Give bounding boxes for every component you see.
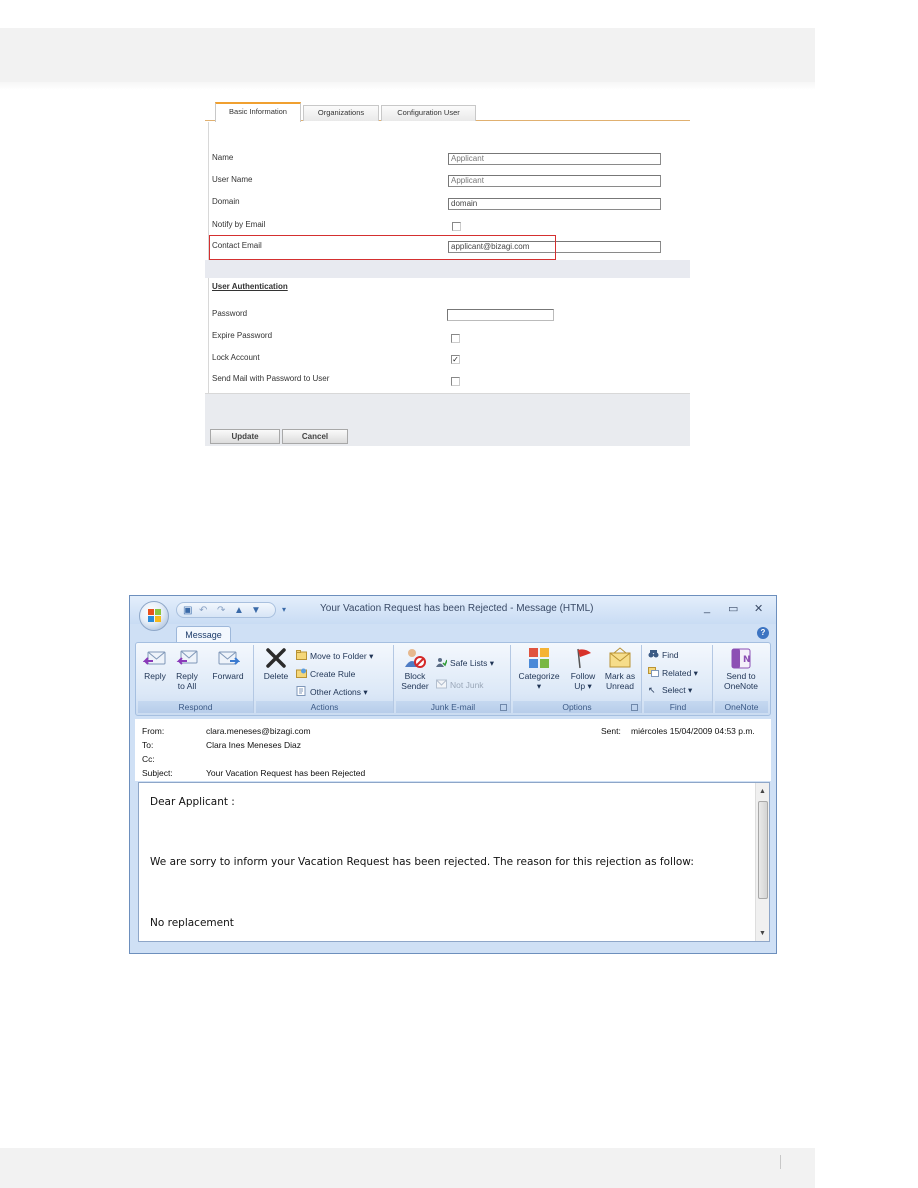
subject-value: Your Vacation Request has been Rejected xyxy=(206,768,366,778)
ribbon xyxy=(135,642,771,716)
actions-group-label: Actions xyxy=(256,701,393,713)
send-mail-checkbox[interactable] xyxy=(451,377,460,386)
scroll-thumb[interactable] xyxy=(758,801,768,899)
notify-by-email-checkbox[interactable] xyxy=(452,222,461,231)
safe-lists-icon xyxy=(436,657,447,667)
reply-all-label-1: Reply xyxy=(176,671,198,681)
reply-all-label-2: to All xyxy=(177,681,197,691)
message-body[interactable] xyxy=(138,782,770,942)
scroll-up-icon[interactable]: ▲ xyxy=(759,788,766,795)
footer-divider xyxy=(780,1155,781,1169)
tab-configuration-user[interactable]: Configuration User xyxy=(381,105,476,121)
body-scrollbar[interactable] xyxy=(755,783,769,941)
from-label: From: xyxy=(142,726,165,736)
block-sender-icon xyxy=(403,647,427,669)
create-rule-button[interactable] xyxy=(296,668,355,679)
reply-all-icon xyxy=(175,647,199,669)
expire-password-label: Expire Password xyxy=(212,331,273,340)
follow-up-label-1: Follow xyxy=(570,671,596,681)
find-group-label: Find xyxy=(644,701,712,713)
tab-basic-information[interactable]: Basic Information xyxy=(215,102,301,122)
page-header-band xyxy=(0,28,815,82)
to-label: To: xyxy=(142,740,154,750)
sent-value: miércoles 15/04/2009 04:53 p.m. xyxy=(631,726,755,736)
block-sender-button[interactable] xyxy=(400,647,430,691)
next-item-icon[interactable]: ▼ xyxy=(251,605,261,616)
forward-icon xyxy=(216,647,240,669)
name-label: Name xyxy=(212,153,234,162)
redo-icon[interactable]: ↷ xyxy=(217,605,226,616)
related-icon xyxy=(648,667,659,677)
lock-account-label: Lock Account xyxy=(212,353,260,362)
delete-label: Delete xyxy=(263,671,289,681)
user-form-screenshot xyxy=(205,100,690,446)
categorize-dropdown-icon: ▾ xyxy=(536,681,542,691)
send-mail-label: Send Mail with Password to User xyxy=(212,374,330,383)
respond-group-label: Respond xyxy=(138,701,253,713)
reply-button[interactable] xyxy=(142,647,168,681)
move-to-folder-button[interactable]: Move to Folder ▾ xyxy=(296,650,373,661)
forward-label: Forward xyxy=(212,671,244,681)
password-field[interactable] xyxy=(447,309,554,321)
contact-email-highlight-box xyxy=(209,235,556,260)
mark-as-unread-icon xyxy=(608,647,632,669)
previous-item-icon[interactable]: ▲ xyxy=(234,605,244,616)
find-binoculars-icon xyxy=(648,649,659,659)
not-junk-icon xyxy=(436,679,447,689)
onenote-icon xyxy=(729,647,753,669)
minimize-button[interactable]: _ xyxy=(704,602,711,614)
block-sender-label-1: Block xyxy=(404,671,426,681)
ribbon-tab-row xyxy=(130,624,776,643)
password-label: Password xyxy=(212,309,248,318)
to-value[interactable]: Clara Ines Meneses Diaz xyxy=(206,740,301,750)
create-rule-icon xyxy=(296,668,307,678)
other-actions-button[interactable]: Other Actions ▾ xyxy=(296,686,368,697)
follow-up-label-2: Up xyxy=(574,681,586,691)
form-footer xyxy=(205,393,690,446)
form-tab-strip xyxy=(205,100,690,121)
junk-dialog-launcher-icon[interactable] xyxy=(500,704,507,711)
body-reason: No replacement xyxy=(150,917,234,929)
junk-email-group-label: Junk E-mail xyxy=(396,701,510,713)
user-name-field[interactable]: Applicant xyxy=(448,175,661,187)
categorize-icon xyxy=(527,647,551,669)
name-field[interactable]: Applicant xyxy=(448,153,661,165)
section-separator xyxy=(205,260,690,278)
not-junk-button[interactable] xyxy=(436,679,484,690)
reply-label: Reply xyxy=(144,671,166,681)
follow-up-button[interactable]: Follow Up ▾ xyxy=(566,647,600,691)
other-actions-icon xyxy=(296,686,307,696)
find-button[interactable] xyxy=(648,649,679,660)
cc-label: Cc: xyxy=(142,754,155,764)
junk-email-group xyxy=(396,645,511,713)
reply-all-button[interactable] xyxy=(172,647,202,691)
categorize-label: Categorize xyxy=(518,671,560,681)
undo-icon[interactable]: ↶ xyxy=(199,605,208,616)
options-dialog-launcher-icon[interactable] xyxy=(631,704,638,711)
body-greeting: Dear Applicant : xyxy=(150,796,235,808)
window-title: Your Vacation Request has been Rejected - Message (HTML) xyxy=(320,603,594,614)
block-sender-label-2: Sender xyxy=(401,681,429,691)
send-to-onenote-label-1: Send to xyxy=(726,671,756,681)
safe-lists-button[interactable]: Safe Lists ▾ xyxy=(436,657,494,668)
page-header-shadow xyxy=(0,82,815,90)
related-button[interactable]: Related ▾ xyxy=(648,667,698,678)
close-button[interactable]: ✕ xyxy=(754,603,764,615)
scroll-down-icon[interactable]: ▼ xyxy=(759,930,766,937)
move-to-folder-label: Move to Folder xyxy=(310,651,367,661)
tab-message[interactable]: Message xyxy=(176,626,231,644)
help-icon[interactable]: ? xyxy=(757,627,769,639)
from-value[interactable]: clara.meneses@bizagi.com xyxy=(206,726,311,736)
other-actions-label: Other Actions xyxy=(310,687,362,697)
cancel-button[interactable]: Cancel xyxy=(282,429,348,444)
office-logo-icon xyxy=(148,609,162,623)
onenote-group-label: OneNote xyxy=(715,701,768,713)
notify-by-email-label: Notify by Email xyxy=(212,220,266,229)
not-junk-label: Not Junk xyxy=(450,680,484,690)
mark-as-unread-label-2: Unread xyxy=(606,681,634,691)
contact-email-label: Contact Email xyxy=(212,241,262,250)
quick-access-toolbar xyxy=(176,602,276,618)
svg-text:N: N xyxy=(743,655,751,665)
page-footer-band xyxy=(0,1148,815,1188)
select-button[interactable]: ↖ Select ▾ xyxy=(648,685,693,695)
select-label: Select xyxy=(662,685,686,695)
delete-button[interactable] xyxy=(261,647,291,681)
expire-password-checkbox[interactable] xyxy=(451,334,460,343)
body-rejection-text: We are sorry to inform your Vacation Request has been rejected. The reason for this rejection as follow: xyxy=(150,856,694,868)
send-to-onenote-label-2: OneNote xyxy=(723,681,759,691)
domain-field[interactable]: domain xyxy=(448,198,661,210)
user-name-label: User Name xyxy=(212,175,253,184)
mark-as-unread-label-1: Mark as xyxy=(604,671,636,681)
find-group xyxy=(644,645,713,713)
related-label: Related xyxy=(662,668,692,678)
forward-button[interactable] xyxy=(208,647,248,681)
respond-group xyxy=(138,645,254,713)
message-header xyxy=(135,719,771,781)
find-label: Find xyxy=(662,650,679,660)
create-rule-label: Create Rule xyxy=(310,669,356,679)
lock-account-checkbox[interactable]: ✓ xyxy=(452,355,459,364)
select-cursor-icon: ↖ xyxy=(648,685,656,695)
reply-icon xyxy=(143,647,167,669)
safe-lists-label: Safe Lists xyxy=(450,658,488,668)
title-bar xyxy=(130,596,776,624)
update-button[interactable]: Update xyxy=(210,429,280,444)
domain-label: Domain xyxy=(212,197,240,206)
onenote-group xyxy=(715,645,768,713)
subject-label: Subject: xyxy=(142,768,173,778)
mark-as-unread-button[interactable] xyxy=(601,647,639,691)
customize-qat-icon[interactable]: ▾ xyxy=(282,605,287,614)
sent-label: Sent: xyxy=(601,726,621,736)
outlook-message-window xyxy=(129,595,777,954)
actions-group xyxy=(256,645,394,713)
categorize-button[interactable] xyxy=(515,647,563,691)
delete-icon xyxy=(264,647,288,669)
tab-organizations[interactable]: Organizations xyxy=(303,105,379,121)
follow-up-flag-icon xyxy=(571,647,595,669)
user-authentication-title: User Authentication xyxy=(212,282,288,291)
move-to-folder-icon xyxy=(296,650,307,660)
options-group-label: Options xyxy=(513,701,641,713)
save-icon[interactable]: ▣ xyxy=(183,605,193,616)
office-button[interactable] xyxy=(139,601,169,631)
maximize-button[interactable]: ▭ xyxy=(728,603,739,615)
send-to-onenote-button[interactable] xyxy=(718,647,764,691)
contact-email-field[interactable]: applicant@bizagi.com xyxy=(448,241,661,253)
options-group xyxy=(513,645,642,713)
